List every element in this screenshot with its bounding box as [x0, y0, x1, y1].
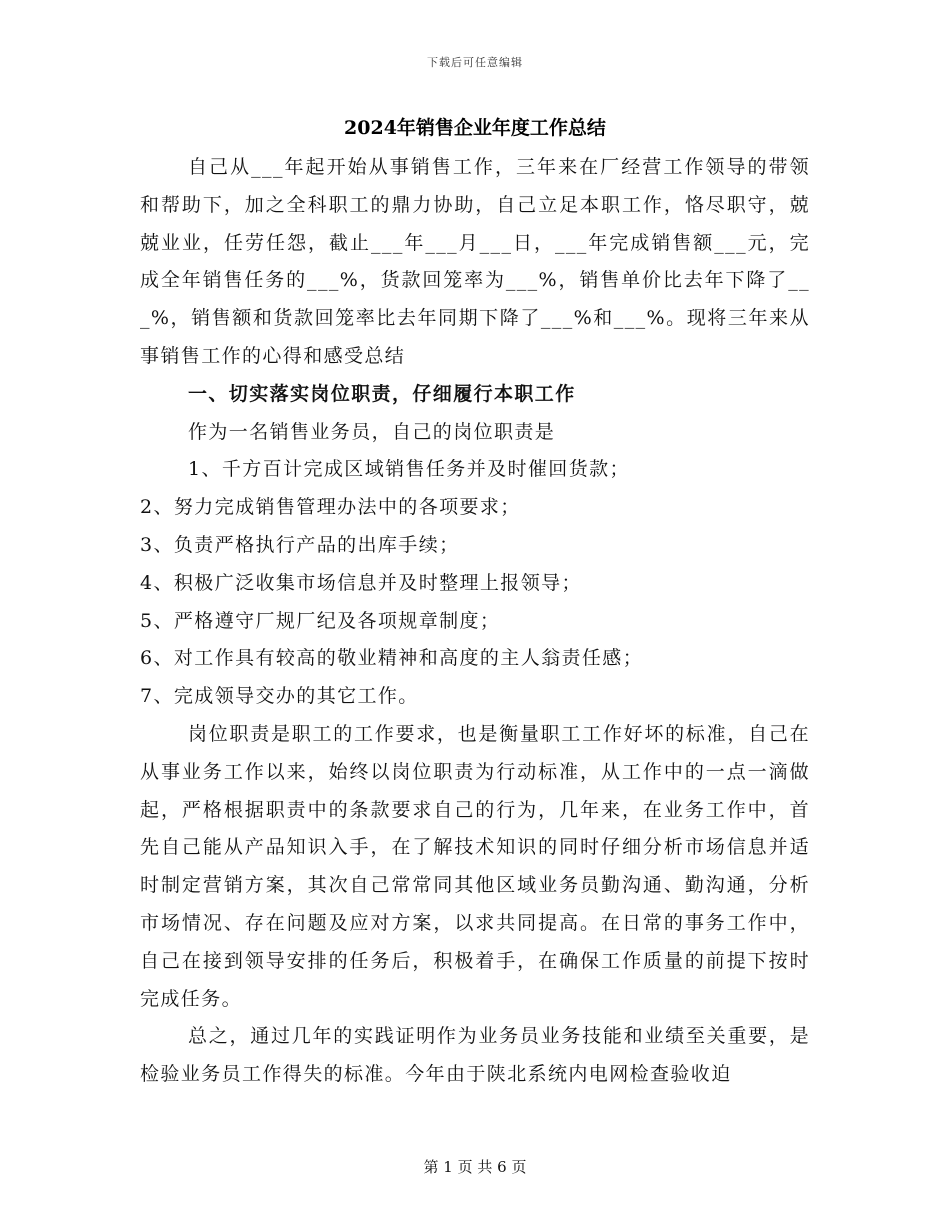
document-body: [140, 149, 810, 1094]
duty-item-7: 7、完成领导交办的其它工作。: [140, 685, 419, 708]
body-paragraph-2: 总之，通过几年的实践证明作为业务员业务技能和业绩至关重要，是检验业务员工作得失的标准。今年由于陕北系统内电网检查验收迫: [140, 1025, 810, 1086]
header-note: 下载后可任意编辑: [427, 56, 523, 69]
document-title: 2024年销售企业年度工作总结: [344, 117, 606, 139]
duty-item-2: 2、努力完成销售管理办法中的各项要求；: [140, 496, 521, 519]
section-heading-1: 一、切实落实岗位职责，仔细履行本职工作: [188, 382, 576, 405]
body-paragraph-1: 岗位职责是职工的工作要求，也是衡量职工工作好坏的标准，自己在从事业务工作以来，始终以岗位职责为行动标准，从工作中的一点一滴做起，严格根据职责中的条款要求自己的行为，几年来，在业务工作中，首先自己能从产品知识入手，在了解技术知识的同时仔细分析市场信息并适时制定营销方案，其次自己常常同其他区域业务员勤沟通、勤沟通，分析市场情况、存在问题及应对方案，以求共同提高。在日常的事务工作中，自己在接到领导安排的任务后，积极着手，在确保工作质量的前提下按时完成任务。: [140, 722, 810, 1010]
duty-item-1: 1、千方百计完成区域销售任务并及时催回货款；: [188, 458, 630, 481]
duty-item-5: 5、严格遵守厂规厂纪及各项规章制度；: [140, 609, 501, 632]
intro-paragraph: 自己从___年起开始从事销售工作，三年来在厂经营工作领导的带领和帮助下，加之全科职工的鼎力协助，自己立足本职工作，恪尽职守，兢兢业业，任劳任怨，截止___年___月___日，___年完成销售额___元，完成全年销售任务的___%，货款回笼率为___%，销售单价比去年下降了___%，销售额和货款回笼率比去年同期下降了___%和___%。现将三年来从事销售工作的心得和感受总结: [140, 156, 810, 367]
duty-item-6: 6、对工作具有较高的敬业精神和高度的主人翁责任感；: [140, 647, 644, 670]
duties-intro: 作为一名销售业务员，自己的岗位职责是: [188, 420, 556, 443]
duty-item-3: 3、负责严格执行产品的出库手续；: [140, 533, 460, 556]
duty-item-4: 4、积极广泛收集市场信息并及时整理上报领导；: [140, 571, 582, 594]
page-number: 第 1 页 共 6 页: [423, 1158, 527, 1176]
